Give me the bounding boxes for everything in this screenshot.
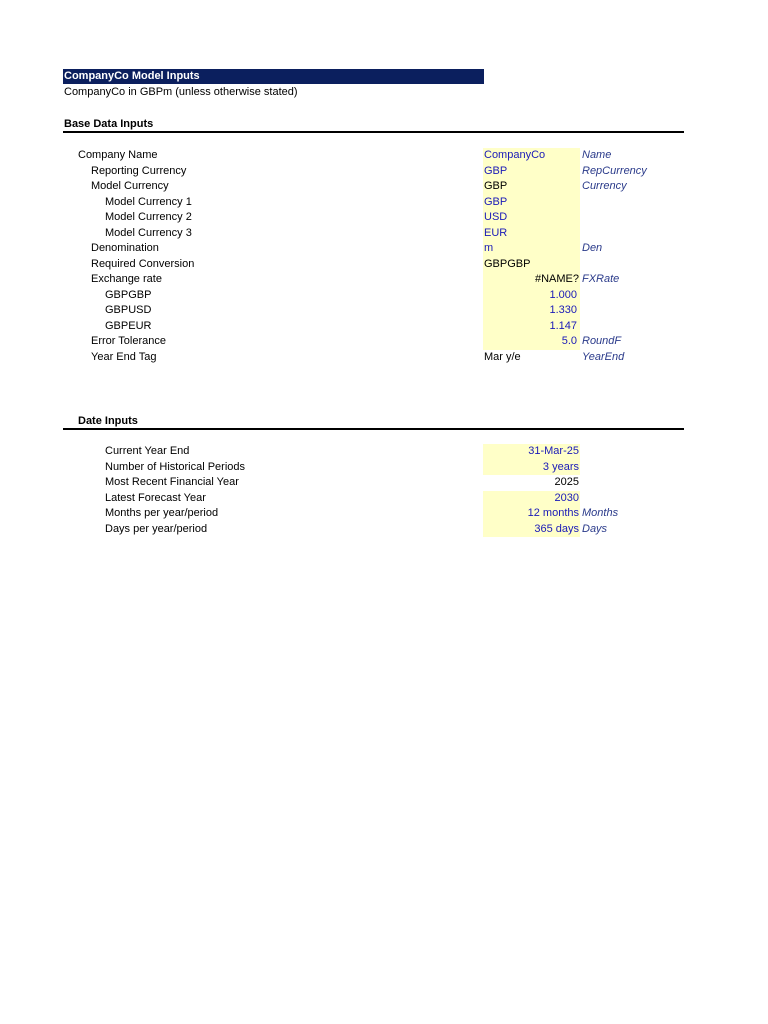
section-heading-base-data[interactable]: Base Data Inputs bbox=[64, 118, 154, 130]
input-cell-gbpgbp-rate[interactable]: 1.000 bbox=[483, 288, 580, 304]
range-name-days[interactable]: Days bbox=[582, 522, 608, 535]
row-label-months-per-period[interactable]: Months per year/period bbox=[105, 507, 219, 519]
range-name-currency[interactable]: Currency bbox=[582, 180, 627, 192]
row-label-gbpeur[interactable]: GBPEUR bbox=[105, 319, 152, 332]
section-divider bbox=[63, 428, 684, 430]
calc-cell-exchange-rate[interactable]: #NAME? bbox=[483, 272, 580, 288]
sheet-title[interactable]: CompanyCo Model Inputs bbox=[63, 69, 484, 84]
section-heading-date-inputs[interactable]: Date Inputs bbox=[78, 415, 138, 427]
input-cell-denomination[interactable]: m bbox=[483, 241, 580, 257]
input-cell-error-tolerance[interactable]: 5.0 bbox=[483, 334, 580, 350]
input-cell-gbpeur-rate[interactable]: 1.147 bbox=[483, 319, 580, 335]
calc-cell-year-end-tag[interactable]: Mar y/e bbox=[484, 350, 521, 363]
input-cell-gbpusd-rate[interactable]: 1.330 bbox=[483, 303, 580, 319]
calc-cell-required-conversion[interactable]: GBPGBP bbox=[483, 257, 580, 273]
range-name-months[interactable]: Months bbox=[582, 507, 619, 519]
section-divider bbox=[63, 131, 684, 133]
range-name-den[interactable]: Den bbox=[582, 242, 603, 254]
row-label-current-year-end[interactable]: Current Year End bbox=[105, 445, 190, 457]
range-name-name[interactable]: Name bbox=[582, 149, 612, 161]
row-label-denomination[interactable]: Denomination bbox=[91, 242, 159, 254]
range-name-repcurrency[interactable]: RepCurrency bbox=[582, 164, 647, 177]
row-label-model-currency-1[interactable]: Model Currency 1 bbox=[105, 195, 192, 208]
calc-cell-most-recent-financial-year[interactable]: 2025 bbox=[554, 476, 579, 488]
calc-cell-model-currency[interactable]: GBP bbox=[483, 179, 580, 195]
input-cell-current-year-end[interactable]: 31-Mar-25 bbox=[483, 444, 580, 460]
range-name-roundf[interactable]: RoundF bbox=[582, 335, 622, 347]
row-label-year-end-tag[interactable]: Year End Tag bbox=[91, 350, 157, 363]
input-cell-days-per-period[interactable]: 365 days bbox=[483, 522, 580, 538]
input-cell-model-currency-2[interactable]: USD bbox=[483, 210, 580, 226]
row-label-days-per-period[interactable]: Days per year/period bbox=[105, 522, 208, 535]
row-label-gbpgbp[interactable]: GBPGBP bbox=[105, 288, 152, 301]
input-cell-reporting-currency[interactable]: GBP bbox=[483, 164, 580, 180]
row-label-exchange-rate[interactable]: Exchange rate bbox=[91, 273, 162, 285]
row-label-model-currency[interactable]: Model Currency bbox=[91, 180, 169, 192]
row-label-model-currency-2[interactable]: Model Currency 2 bbox=[105, 211, 192, 223]
input-cell-model-currency-1[interactable]: GBP bbox=[483, 195, 580, 211]
input-cell-company-name[interactable]: CompanyCo bbox=[483, 148, 580, 164]
range-name-yearend[interactable]: YearEnd bbox=[582, 350, 625, 363]
row-label-required-conversion[interactable]: Required Conversion bbox=[91, 257, 195, 270]
row-label-gbpusd[interactable]: GBPUSD bbox=[105, 304, 152, 316]
range-name-fxrate[interactable]: FXRate bbox=[582, 273, 620, 285]
sheet-subtitle[interactable]: CompanyCo in GBPm (unless otherwise stated) bbox=[64, 86, 298, 98]
input-cell-months-per-period[interactable]: 12 months bbox=[483, 506, 580, 522]
input-cell-historical-periods[interactable]: 3 years bbox=[483, 460, 580, 476]
input-cell-model-currency-3[interactable]: EUR bbox=[483, 226, 580, 242]
row-label-latest-forecast-year[interactable]: Latest Forecast Year bbox=[105, 491, 206, 504]
row-label-model-currency-3[interactable]: Model Currency 3 bbox=[105, 226, 192, 239]
input-cell-latest-forecast-year[interactable]: 2030 bbox=[483, 491, 580, 507]
row-label-error-tolerance[interactable]: Error Tolerance bbox=[91, 335, 166, 347]
row-label-company-name[interactable]: Company Name bbox=[78, 149, 158, 161]
row-label-most-recent-financial-year[interactable]: Most Recent Financial Year bbox=[105, 476, 239, 488]
row-label-historical-periods[interactable]: Number of Historical Periods bbox=[105, 460, 245, 473]
row-label-reporting-currency[interactable]: Reporting Currency bbox=[91, 164, 187, 177]
